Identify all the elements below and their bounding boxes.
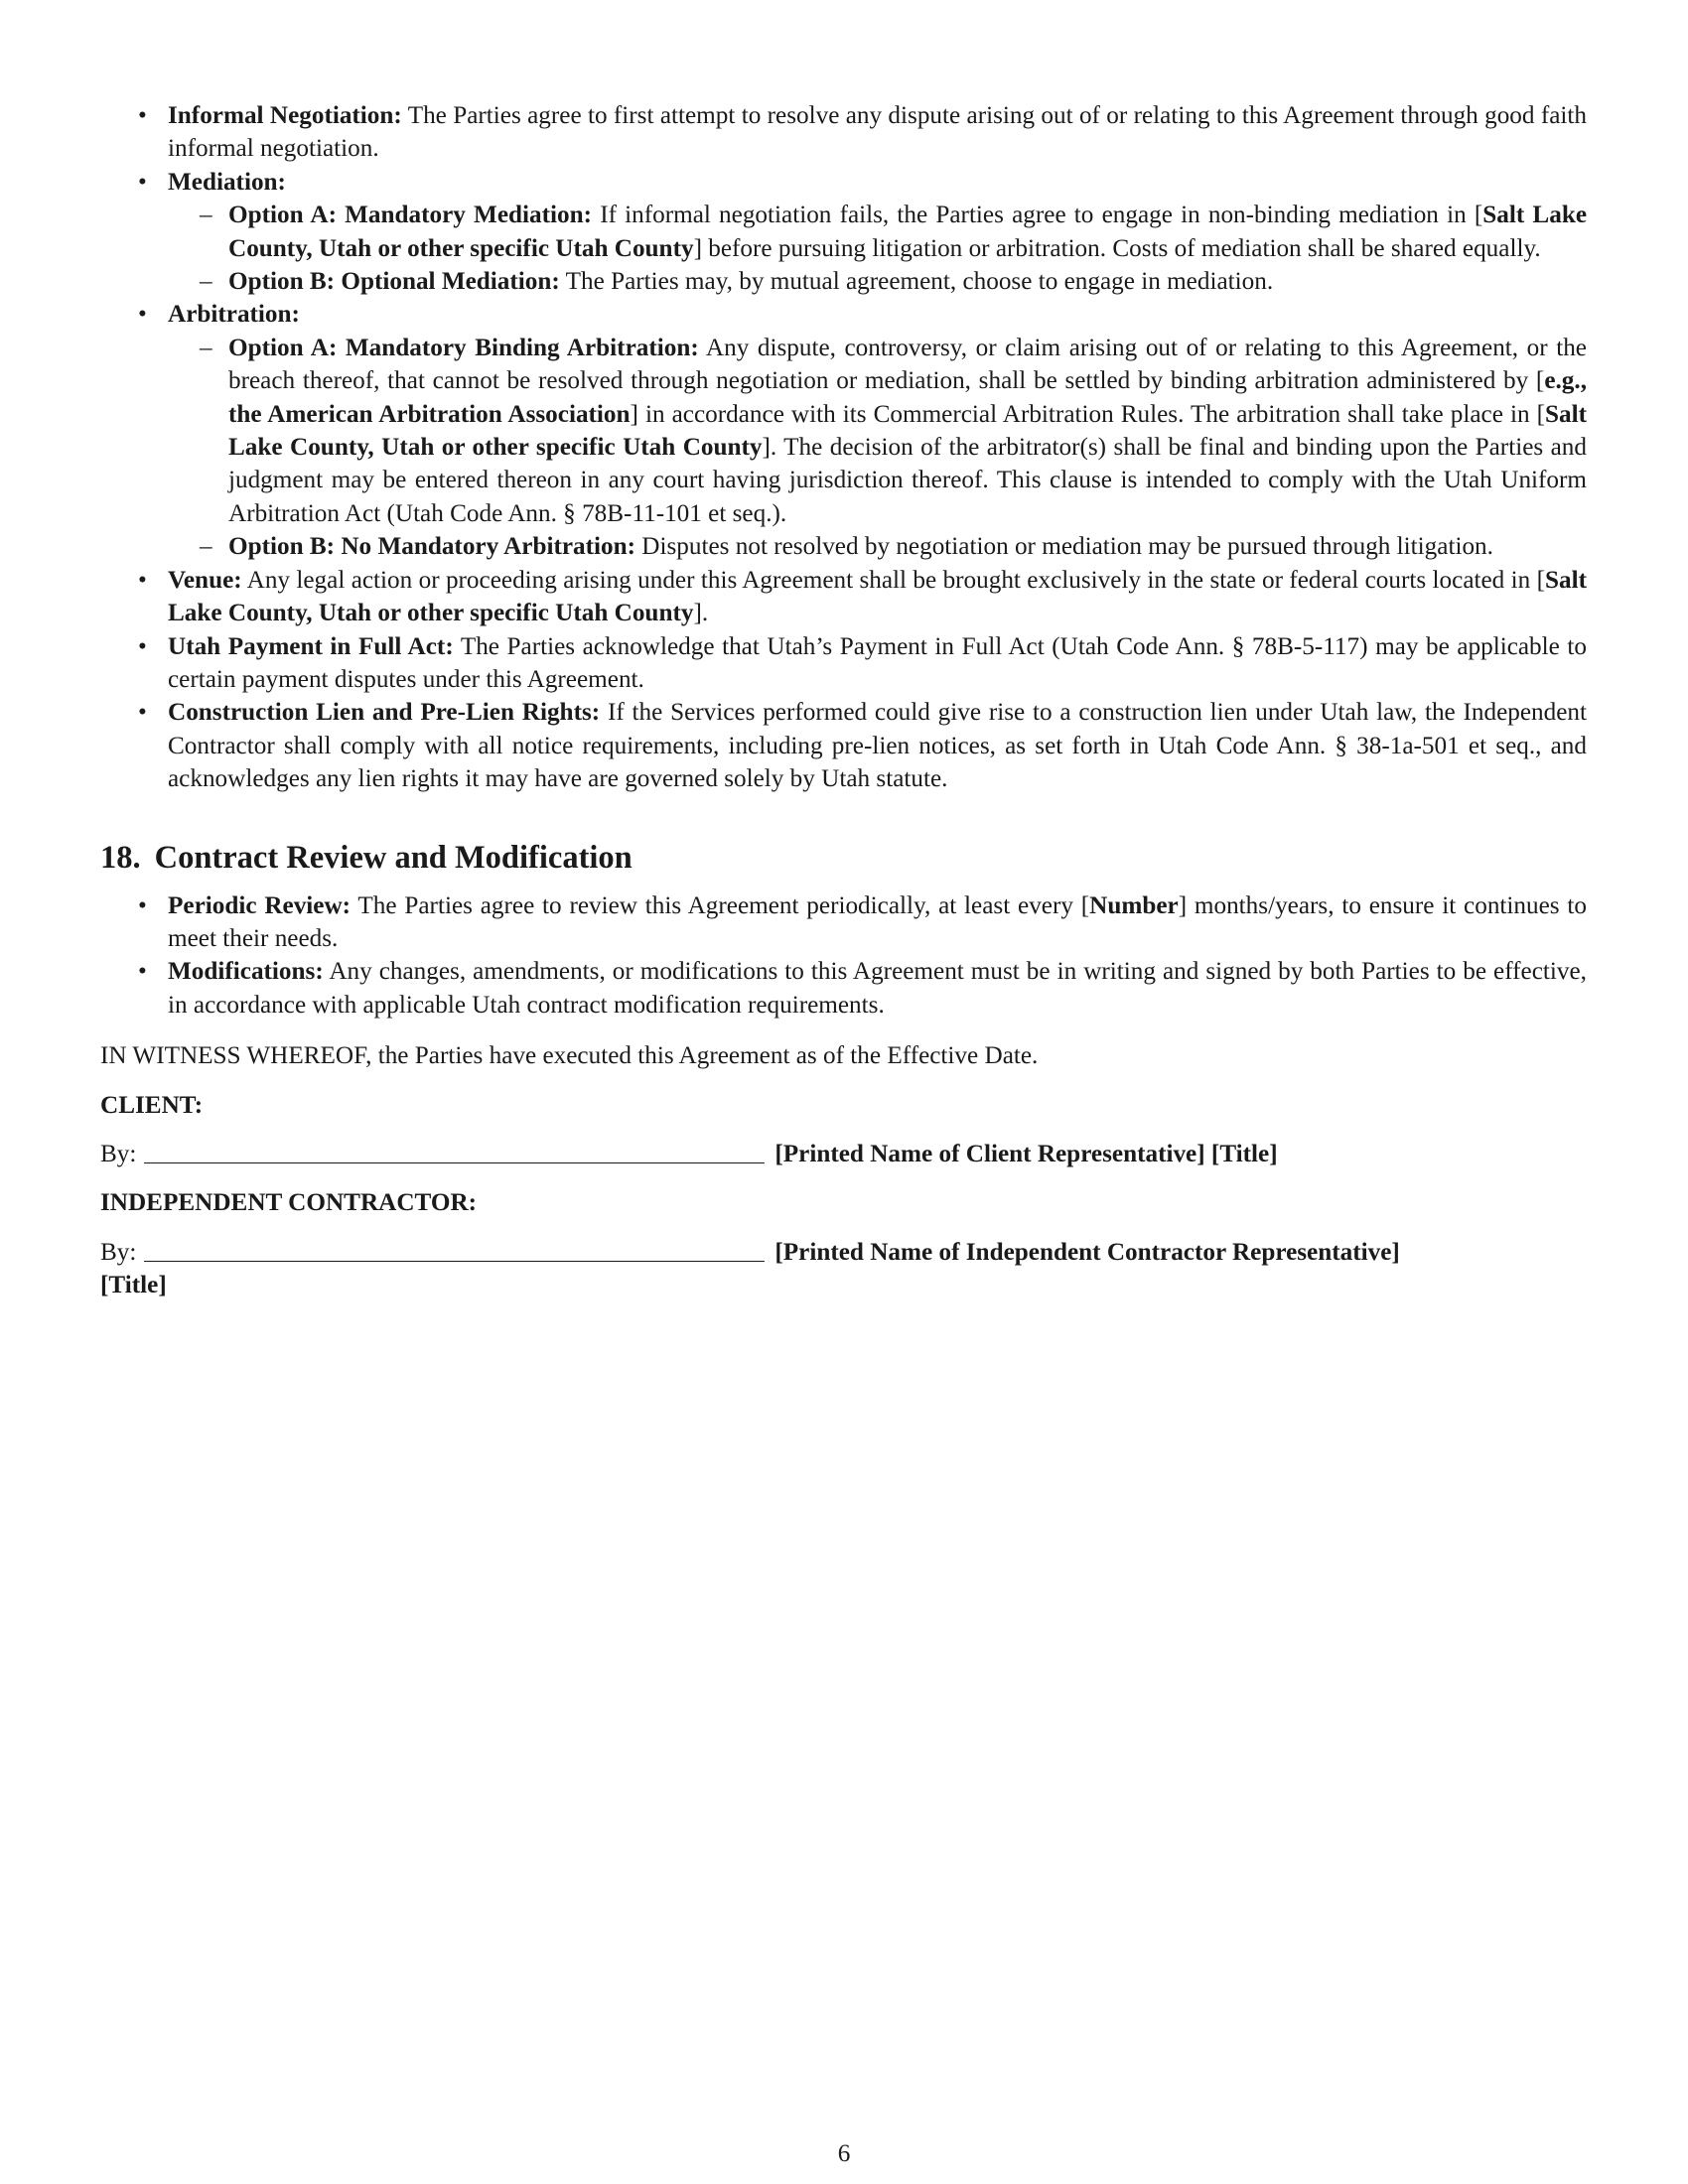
contractor-label: INDEPENDENT CONTRACTOR:: [100, 1189, 478, 1217]
mediation-options: [168, 199, 1587, 298]
list-item-modifications: • Modifications: Any changes, amendments, or modifications to this Agreement must be in writing and signed by both Parties to be effective, in accordance with applicable Utah contract modification requirements.: [100, 955, 1587, 1022]
list-item-arbitration: • Arbitration: – Option A: Mandatory Binding Arbitration: Any dispute, controversy, or claim arising out of or relating to this Agreement, or the breach thereof, that cannot be resolved through negotiation or mediation, shall be settled by binding arbitration administered by [e.g., the American Arbitration Association] in accordance with its Commercial Arbitration Rules. The arbitration shall take place in [Salt Lake County, Utah or other specific Utah County]. The decision of the arbitrator(s) shall be final and binding upon the Parties and judgment may be entered thereon in any court having jurisdiction thereof. This clause is intended to comply with the Utah Uniform Arbitration Act (Utah Code Ann. § 78B-11-101 et seq.). – Option B: No Mandatory Arbitration: Disputes not resolved by negotiation or mediation may be pursued through litigation.: [100, 298, 1587, 563]
witness-statement: IN WITNESS WHEREOF, the Parties have executed this Agreement as of the Effective Date.: [100, 1042, 1039, 1070]
review-modification-list: [100, 889, 1587, 1023]
list-item-venue: • Venue: Any legal action or proceeding arising under this Agreement shall be brought exclusively in the state or federal courts located in [Salt Lake County, Utah or other specific Utah County].: [100, 564, 1587, 630]
arbitration-options: [168, 332, 1587, 564]
mediation-option-b: – Option B: Optional Mediation: The Parties may, by mutual agreement, choose to engage in mediation.: [168, 265, 1587, 298]
client-label: CLIENT:: [100, 1091, 204, 1119]
arbitration-option-a: – Option A: Mandatory Binding Arbitration: Any dispute, controversy, or claim arising out of or relating to this Agreement, or the breach thereof, that cannot be resolved through negotiation or mediation, shall be settled by binding arbitration administered by [e.g., the American Arbitration Association] in accordance with its Commercial Arbitration Rules. The arbitration shall take place in [Salt Lake County, Utah or other specific Utah County]. The decision of the arbitrator(s) shall be final and binding upon the Parties and judgment may be entered thereon in any court having jurisdiction thereof. This clause is intended to comply with the Utah Uniform Arbitration Act (Utah Code Ann. § 78B-11-101 et seq.).: [168, 332, 1587, 530]
document-page: [100, 99, 1587, 1302]
list-item-construction-lien: • Construction Lien and Pre-Lien Rights: If the Services performed could give rise to a construction lien under Utah law, the Independent Contractor shall comply with all notice requirements, including pre-lien notices, as set forth in Utah Code Ann. § 38-1a-501 et seq., and acknowledges any lien rights it may have are governed solely by Utah statute.: [100, 696, 1587, 795]
page-number: 6: [837, 2140, 851, 2167]
dispute-resolution-list: [100, 99, 1587, 796]
list-item-periodic-review: • Periodic Review: The Parties agree to review this Agreement periodically, at least every [Number] months/years, to ensure it continues to meet their needs.: [100, 889, 1587, 956]
list-item-payment-in-full: • Utah Payment in Full Act: The Parties acknowledge that Utah’s Payment in Full Act (Utah Code Ann. § 78B-5-117) may be applicable to certain payment disputes under this Agreement.: [100, 630, 1587, 697]
contractor-signature-line: By: [Printed Name of Independent Contractor Representative] [Title]: [100, 1238, 1400, 1299]
client-signature-field[interactable]: [144, 1139, 765, 1163]
list-item-informal-negotiation: • Informal Negotiation: The Parties agree to first attempt to resolve any dispute arising out of or relating to this Agreement through good faith informal negotiation.: [100, 99, 1587, 166]
section-heading: 18. Contract Review and Modification: [100, 839, 633, 876]
arbitration-option-b: – Option B: No Mandatory Arbitration: Disputes not resolved by negotiation or mediation may be pursued through litigation.: [168, 530, 1587, 563]
contractor-signature-field[interactable]: [144, 1237, 765, 1262]
list-item-mediation: • Mediation: – Option A: Mandatory Mediation: If informal negotiation fails, the Parties agree to engage in non-binding mediation in [Salt Lake County, Utah or other specific Utah County] before pursuing litigation or arbitration. Costs of mediation shall be shared equally. – Option B: Optional Mediation: The Parties may, by mutual agreement, choose to engage in mediation.: [100, 166, 1587, 299]
client-signature-line: By: [Printed Name of Client Representative] [Title]: [100, 1140, 1278, 1167]
mediation-option-a: – Option A: Mandatory Mediation: If informal negotiation fails, the Parties agree to engage in non-binding mediation in [Salt Lake County, Utah or other specific Utah County] before pursuing litigation or arbitration. Costs of mediation shall be shared equally.: [168, 199, 1587, 265]
